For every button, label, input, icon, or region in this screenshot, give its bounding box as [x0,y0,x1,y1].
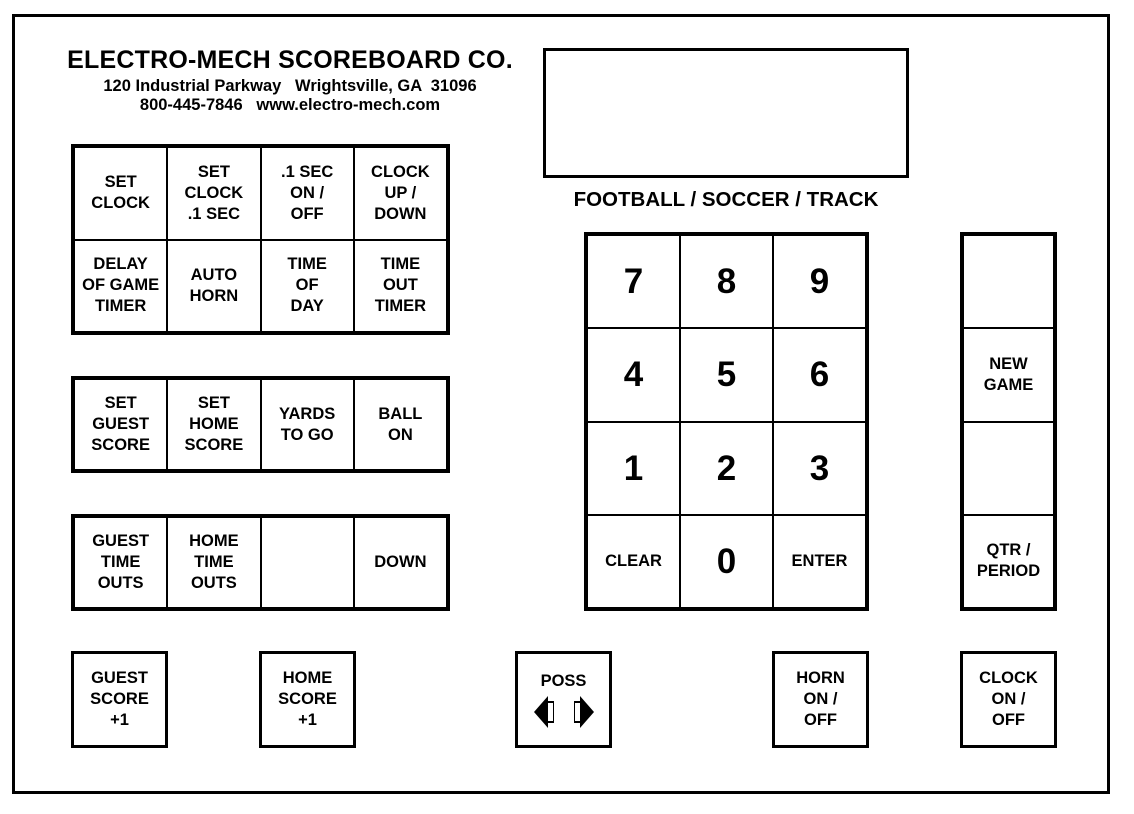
blank-button[interactable] [261,517,354,608]
yards-to-go-button[interactable]: YARDS TO GO [261,379,354,470]
keypad-6-button[interactable]: 6 [773,328,866,421]
new-game-button[interactable]: NEW GAME [963,328,1054,421]
set-guest-score-button[interactable]: SET GUEST SCORE [74,379,167,470]
led-display-window [543,48,909,178]
set-clock-button[interactable]: SET CLOCK [74,147,167,240]
keypad-enter-button[interactable]: ENTER [773,515,866,608]
time-out-timer-button[interactable]: TIME OUT TIMER [354,240,447,333]
ball-on-button[interactable]: BALL ON [354,379,447,470]
qtr-period-button[interactable]: QTR / PERIOD [963,515,1054,608]
possession-arrows [534,696,594,728]
keypad-9-button[interactable]: 9 [773,235,866,328]
set-home-score-button[interactable]: SET HOME SCORE [167,379,260,470]
keypad-8-button[interactable]: 8 [680,235,773,328]
home-time-outs-button[interactable]: HOME TIME OUTS [167,517,260,608]
numeric-keypad [584,232,869,611]
keypad-4-button[interactable]: 4 [587,328,680,421]
company-contact: 800-445-7846 www.electro-mech.com [139,96,441,114]
clock-on-off-button[interactable]: CLOCK ON / OFF [960,651,1057,748]
keypad-2-button[interactable]: 2 [680,422,773,515]
mode-label: FOOTBALL / SOCCER / TRACK [573,188,879,211]
guest-score-plus-one-button[interactable]: GUEST SCORE +1 [71,651,168,748]
keypad-7-button[interactable]: 7 [587,235,680,328]
horn-on-off-button[interactable]: HORN ON / OFF [772,651,869,748]
keypad-0-button[interactable]: 0 [680,515,773,608]
keypad-1-button[interactable]: 1 [587,422,680,515]
home-score-plus-one-button[interactable]: HOME SCORE +1 [259,651,356,748]
keypad-3-button[interactable]: 3 [773,422,866,515]
tenth-sec-toggle-button[interactable]: .1 SEC ON / OFF [261,147,354,240]
timeout-keys-group [71,514,450,611]
company-name: ELECTRO-MECH SCOREBOARD CO. [67,46,513,74]
down-button[interactable]: DOWN [354,517,447,608]
company-address: 120 Industrial Parkway Wrightsville, GA 31096 [103,77,477,95]
side-keys-group [960,232,1057,611]
possession-label: POSS [540,672,587,690]
keypad-5-button[interactable]: 5 [680,328,773,421]
auto-horn-button[interactable]: AUTO HORN [167,240,260,333]
arrow-left-icon [534,696,554,728]
side-blank-middle-button[interactable] [963,422,1054,515]
possession-button[interactable] [515,651,612,748]
side-blank-top-button[interactable] [963,235,1054,328]
score-keys-group [71,376,450,473]
clock-up-down-button[interactable]: CLOCK UP / DOWN [354,147,447,240]
keypad-clear-button[interactable]: CLEAR [587,515,680,608]
set-clock-tenth-button[interactable]: SET CLOCK .1 SEC [167,147,260,240]
guest-time-outs-button[interactable]: GUEST TIME OUTS [74,517,167,608]
delay-of-game-timer-button[interactable]: DELAY OF GAME TIMER [74,240,167,333]
clock-keys-group [71,144,450,335]
time-of-day-button[interactable]: TIME OF DAY [261,240,354,333]
arrow-right-icon [574,696,594,728]
